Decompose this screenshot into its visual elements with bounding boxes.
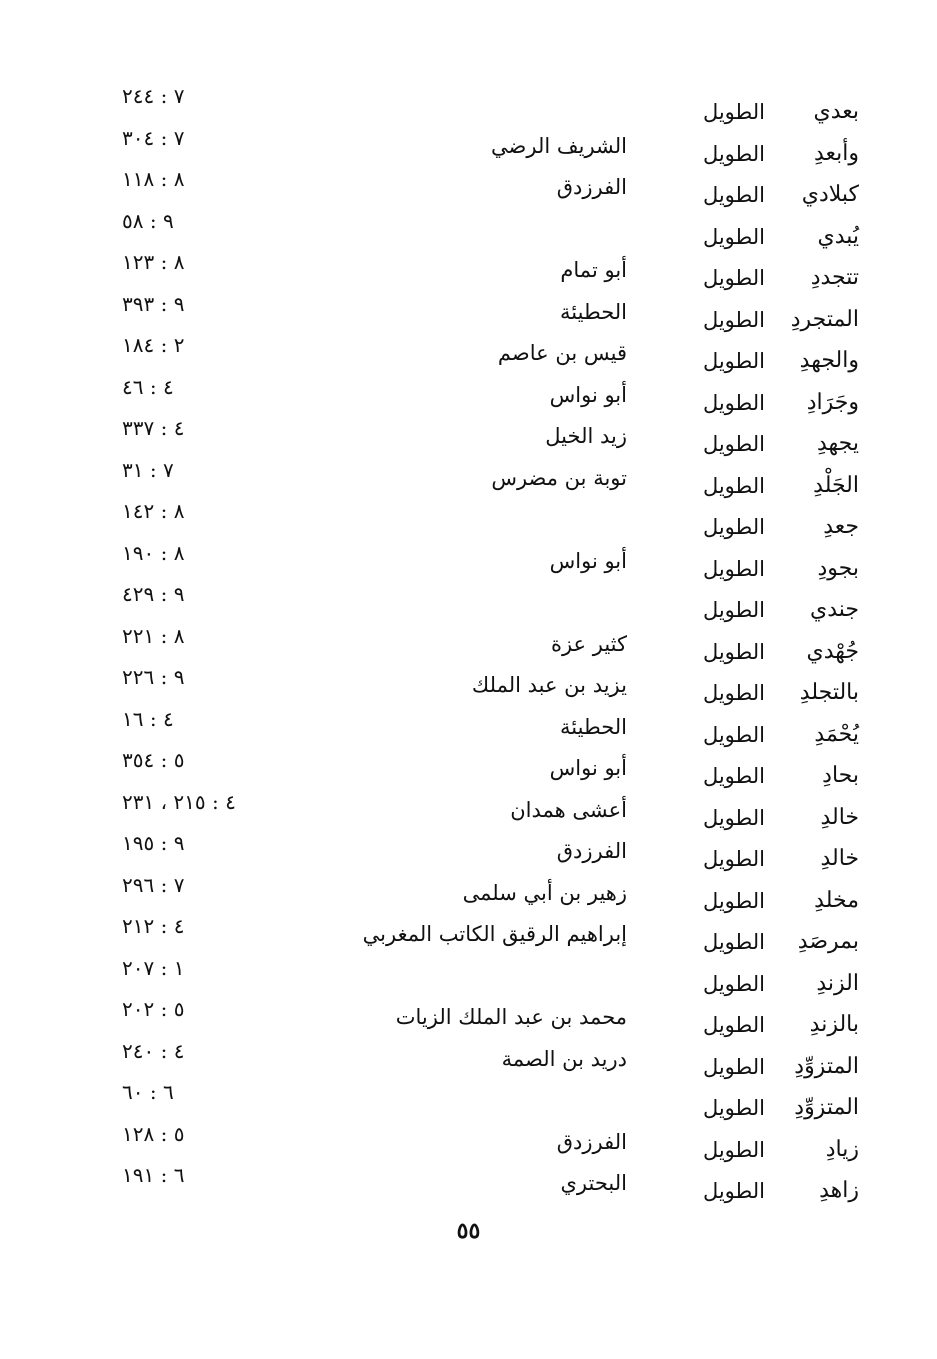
- volume-page-reference: ٤ : ١٦: [122, 706, 174, 731]
- poet-name: أعشى همدان: [510, 797, 627, 822]
- rhyme-word: خالدِ: [820, 804, 859, 830]
- rhyme-word: بعدي: [813, 99, 859, 124]
- volume-page-reference: ٦ : ٦٠: [122, 1080, 174, 1104]
- page-number: ٥٥: [456, 1218, 481, 1244]
- volume-page-reference: ٨ : ١٢٣: [122, 250, 185, 274]
- meter-name: الطويل: [702, 1013, 765, 1037]
- rhyme-word: بحادِ: [822, 763, 859, 788]
- poet-name: دريد بن الصمة: [501, 1046, 627, 1071]
- meter-name: الطويل: [702, 183, 765, 207]
- volume-page-reference: ٩ : ٢٢٦: [122, 665, 185, 689]
- rhyme-word: مخلدِ: [814, 887, 859, 913]
- meter-name: الطويل: [702, 1137, 765, 1162]
- meter-name: الطويل: [702, 930, 765, 954]
- rhyme-word: بالتجلدِ: [799, 680, 859, 705]
- meter-name: الطويل: [702, 224, 765, 249]
- volume-page-reference: ٥ : ٣٥٤: [122, 748, 185, 772]
- rhyme-word: زاهدِ: [819, 1178, 859, 1203]
- meter-name: الطويل: [702, 971, 765, 996]
- volume-page-reference: ٨ : ١٤٢: [122, 499, 185, 523]
- poet-name: أبو نواس: [549, 548, 627, 573]
- volume-page-reference: ٥ : ١٢٨: [122, 1121, 185, 1146]
- rhyme-word: يجهدِ: [816, 431, 859, 456]
- meter-name: الطويل: [702, 556, 765, 581]
- rhyme-word: جندي: [809, 597, 859, 622]
- rhyme-word: المتزوِّدِ: [794, 1095, 859, 1120]
- meter-name: الطويل: [702, 349, 765, 373]
- meter-name: الطويل: [702, 1096, 765, 1120]
- rhyme-word: بمرصَدِ: [797, 929, 859, 954]
- rhyme-word: الجَلْدِ: [813, 472, 859, 498]
- volume-page-reference: ٩ : ٥٨: [122, 208, 174, 233]
- volume-page-reference: ١ : ٢٠٧: [122, 955, 185, 980]
- rhyme-word: والجهدِ: [799, 348, 859, 373]
- meter-name: الطويل: [702, 722, 765, 747]
- rhyme-word: المتجردِ: [790, 306, 859, 332]
- meter-name: الطويل: [702, 515, 765, 539]
- volume-page-reference: ٩ : ١٩٥: [122, 831, 185, 855]
- rhyme-word: وجَرَادِ: [806, 389, 859, 415]
- poet-name: إبراهيم الرقيق الكاتب المغربي: [362, 922, 627, 946]
- poet-name: الشريف الرضي: [491, 133, 627, 158]
- volume-page-reference: ٧ : ٣٠٤: [122, 125, 185, 150]
- poet-name: الفرزدق: [556, 175, 627, 199]
- volume-page-reference: ٥ : ٢٠٢: [122, 997, 185, 1021]
- poet-name: الحطيئة: [560, 299, 627, 324]
- volume-page-reference: ٧ : ٢٩٦: [122, 872, 185, 897]
- volume-page-reference: ٤ : ٢١٢: [122, 914, 185, 938]
- volume-page-reference: ٨ : ١٩٠: [122, 540, 185, 565]
- poet-name: الحطيئة: [560, 714, 627, 739]
- volume-page-reference: ٤ : ٤٦: [122, 374, 174, 399]
- volume-page-reference: ٨ : ٢٢١: [122, 623, 185, 648]
- meter-name: الطويل: [702, 598, 765, 622]
- poet-name: توبة بن مضرس: [491, 465, 627, 490]
- index-entry-row: [0, 1163, 937, 1203]
- meter-name: الطويل: [702, 805, 765, 830]
- meter-name: الطويل: [702, 100, 765, 124]
- meter-name: الطويل: [702, 390, 765, 415]
- rhyme-word: تتجددِ: [810, 265, 859, 290]
- meter-name: الطويل: [702, 266, 765, 290]
- volume-page-reference: ٩ : ٤٢٩: [122, 582, 185, 606]
- volume-page-reference: ٤ : ٣٣٧: [122, 416, 185, 440]
- poet-name: زيد الخيل: [545, 424, 627, 448]
- poet-name: يزيد بن عبد الملك: [471, 673, 627, 697]
- poet-name: الفرزدق: [556, 1129, 627, 1154]
- rhyme-word: جُهْدي: [806, 638, 859, 664]
- poet-name: الفرزدق: [556, 839, 627, 863]
- poet-name: كثير عزة: [550, 631, 627, 656]
- poet-name: البحتري: [560, 1171, 627, 1195]
- meter-name: الطويل: [702, 1054, 765, 1079]
- poet-name: أبو نواس: [549, 756, 627, 780]
- rhyme-word: بجودِ: [817, 555, 859, 581]
- rhyme-word: خالدِ: [820, 846, 859, 871]
- volume-page-reference: ٦ : ١٩١: [122, 1163, 185, 1187]
- rhyme-word: كبلادي: [801, 182, 859, 207]
- rhyme-word: الزندِ: [816, 970, 859, 996]
- rhyme-word: يُبدي: [817, 223, 859, 249]
- meter-name: الطويل: [702, 307, 765, 332]
- meter-name: الطويل: [702, 847, 765, 871]
- rhyme-word: المتزوِّدِ: [794, 1053, 859, 1079]
- meter-name: الطويل: [702, 681, 765, 705]
- rhyme-word: يُحْمَدِ: [814, 721, 859, 747]
- volume-page-reference: ٢ : ١٨٤: [122, 333, 185, 357]
- poet-name: زهير بن أبي سلمى: [462, 880, 627, 905]
- rhyme-word: بالزندِ: [809, 1012, 859, 1037]
- volume-page-reference: ٧ : ٢٤٤: [122, 84, 185, 108]
- volume-page-reference: ٨ : ١١٨: [122, 167, 185, 191]
- rhyme-word: زيادِ: [825, 1136, 859, 1162]
- meter-name: الطويل: [702, 764, 765, 788]
- poet-name: قيس بن عاصم: [497, 341, 627, 365]
- volume-page-reference: ٧ : ٣١: [122, 457, 174, 482]
- volume-page-reference: ٩ : ٣٩٣: [122, 291, 185, 316]
- meter-name: الطويل: [702, 639, 765, 664]
- volume-page-reference: ٤ : ٢١٥ ، ٢٣١: [122, 789, 236, 814]
- meter-name: الطويل: [702, 432, 765, 456]
- poet-name: أبو تمام: [560, 258, 627, 282]
- poet-name: محمد بن عبد الملك الزيات: [395, 1005, 627, 1029]
- poet-name: أبو نواس: [549, 382, 627, 407]
- volume-page-reference: ٤ : ٢٤٠: [122, 1038, 185, 1063]
- rhyme-word: وأبعدِ: [813, 140, 859, 166]
- meter-name: الطويل: [702, 473, 765, 498]
- meter-name: الطويل: [702, 141, 765, 166]
- meter-name: الطويل: [702, 888, 765, 913]
- meter-name: الطويل: [702, 1179, 765, 1203]
- rhyme-word: جعدِ: [823, 514, 859, 539]
